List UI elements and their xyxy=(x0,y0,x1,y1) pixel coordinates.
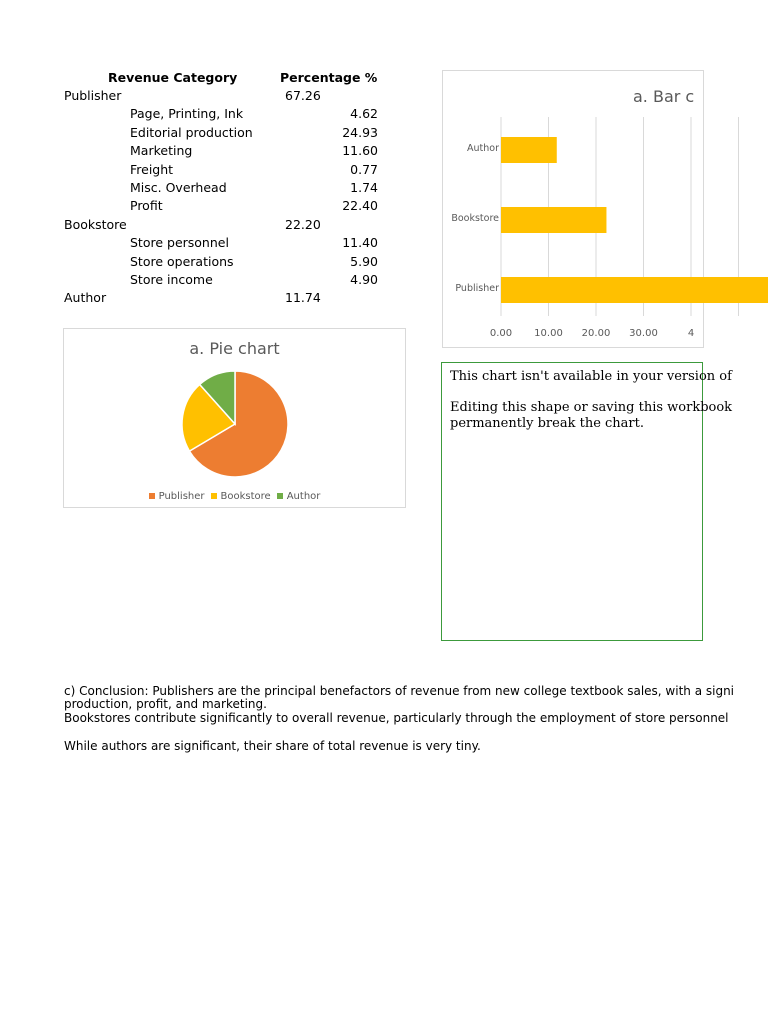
table-row-value: 22.20 xyxy=(285,216,321,232)
bar-category-label: Bookstore xyxy=(451,213,499,224)
table-row-value: 11.40 xyxy=(342,235,378,251)
bar-category-label: Publisher xyxy=(455,283,499,294)
pie-chart-title: a. Pie chart xyxy=(189,339,280,358)
table-row-label: Publisher xyxy=(64,88,122,103)
legend-swatch xyxy=(149,493,155,499)
legend-label: Author xyxy=(286,491,321,502)
legend-swatch xyxy=(211,493,217,499)
bar-chart-title: a. Bar c xyxy=(633,87,695,106)
table-row-label: Editorial production xyxy=(130,124,253,140)
bar-x-tick-label: 10.00 xyxy=(534,328,563,339)
table-row-value: 22.40 xyxy=(342,198,378,214)
table-row-value: 11.74 xyxy=(285,290,321,306)
table-row-label: Store personnel xyxy=(130,235,229,251)
table-row-value: 4.90 xyxy=(350,272,378,287)
table-row-label: Bookstore xyxy=(64,216,127,232)
legend-item-bookstore xyxy=(211,491,271,502)
header-percentage: Percentage % xyxy=(280,70,378,85)
conclusion-line1: c) Conclusion: Publishers are the principal benefactors of revenue from new college textbook sales, with a signi xyxy=(64,684,735,698)
unavailable-message-line3: permanently break the chart. xyxy=(450,416,644,431)
table-row-label: Marketing xyxy=(130,143,193,159)
bar-x-tick-label: 4 xyxy=(687,328,695,339)
table-row-value: 0.77 xyxy=(350,161,378,177)
conclusion-line2: production, profit, and marketing. xyxy=(64,697,267,711)
bar-chart-plot xyxy=(443,71,703,347)
legend-item-author xyxy=(277,491,321,502)
conclusion-line3: Bookstores contribute significantly to overall revenue, particularly through the employment of store personnel xyxy=(64,711,729,725)
table-row-label: Author xyxy=(64,290,107,306)
table-row-value: 1.74 xyxy=(350,180,378,195)
table-row-label: Freight xyxy=(130,161,174,177)
bar-author[interactable] xyxy=(501,137,557,163)
legend-item-publisher xyxy=(149,491,205,502)
unavailable-message-line2: Editing this shape or saving this workbook xyxy=(450,400,733,415)
conclusion-line4: While authors are significant, their share of total revenue is very tiny. xyxy=(64,739,481,753)
pie-chart[interactable] xyxy=(63,328,406,508)
table-row-label: Profit xyxy=(130,198,163,214)
pie-chart-plot xyxy=(64,329,405,507)
bar-x-tick-label: 20.00 xyxy=(581,328,611,339)
legend-label: Bookstore xyxy=(220,491,271,502)
table-row-value: 4.62 xyxy=(350,106,378,122)
bar-chart[interactable] xyxy=(442,70,704,348)
table-row-label: Store income xyxy=(130,272,213,287)
table-row-value: 67.26 xyxy=(285,88,321,103)
pie-chart-legend xyxy=(64,491,405,502)
header-revenue-category: Revenue Category xyxy=(108,70,238,85)
table-row-label: Misc. Overhead xyxy=(130,180,227,195)
bar-x-tick-label: 0.00 xyxy=(489,328,513,339)
legend-swatch xyxy=(277,493,283,499)
table-row-value: 24.93 xyxy=(342,124,378,140)
bar-x-tick-label: 30.00 xyxy=(629,328,658,339)
table-row-label: Page, Printing, Ink xyxy=(130,106,244,122)
table-row-value: 11.60 xyxy=(342,143,378,159)
unavailable-chart-shape[interactable] xyxy=(441,362,733,641)
table-row-value: 5.90 xyxy=(350,253,378,269)
bar-category-label: Author xyxy=(467,143,499,154)
bar-bookstore[interactable] xyxy=(501,207,606,233)
legend-label: Publisher xyxy=(158,491,205,502)
table-row-label: Store operations xyxy=(130,253,234,269)
bar-publisher[interactable] xyxy=(501,277,768,303)
unavailable-message-line1: This chart isn't available in your version of xyxy=(450,369,732,384)
